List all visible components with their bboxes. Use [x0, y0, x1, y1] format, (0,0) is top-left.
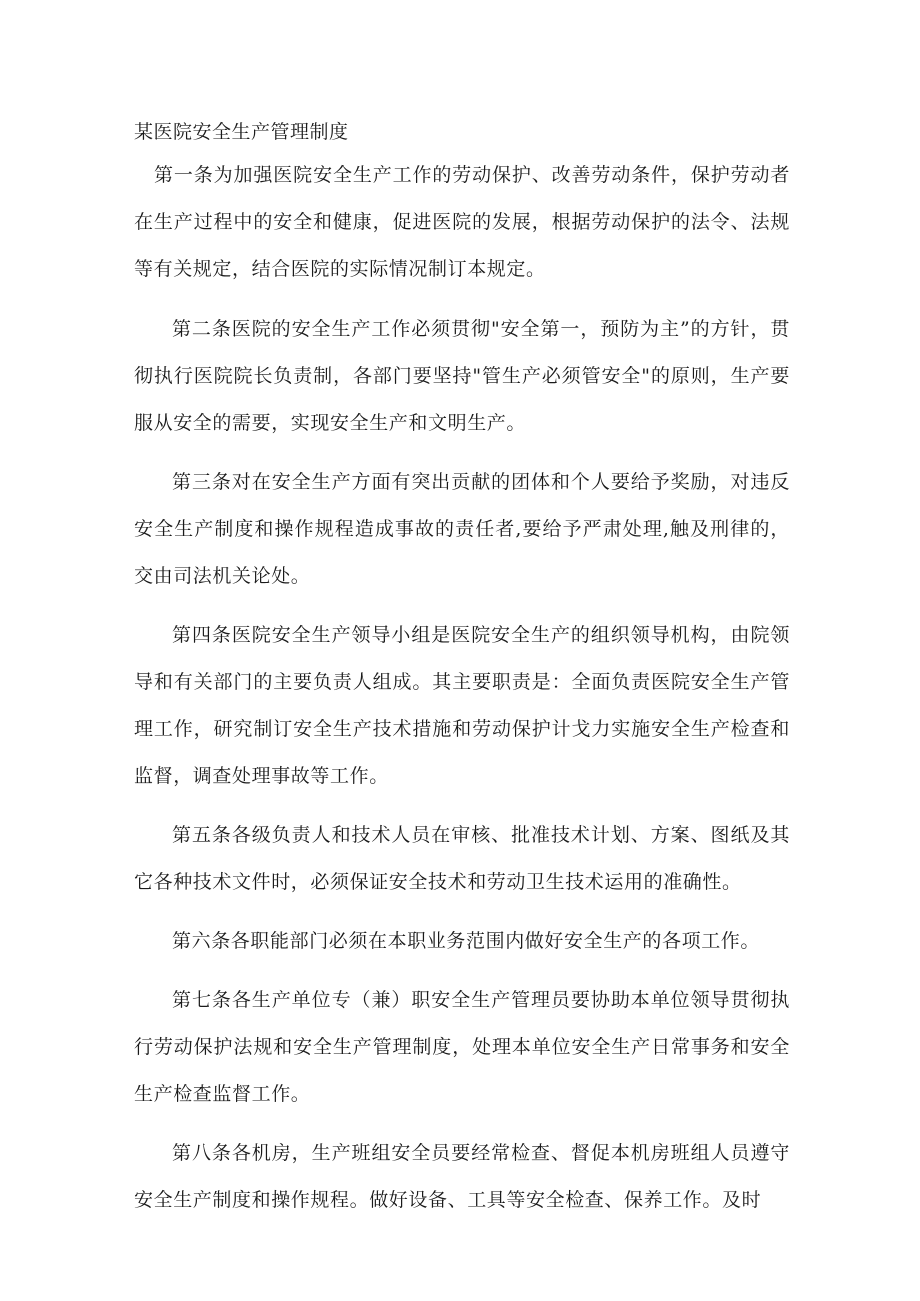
- article-5: 第五条各级负责人和技术人员在审核、批准技术计划、方案、图纸及其它各种技术文件时，必须保证安全技术和劳动卫生技术运用的准确性。: [134, 824, 790, 893]
- article-1: 第一条为加强医院安全生产工作的劳动保护、改善劳动条件，保护劳动者在生产过程中的安全和健康，促进医院的发展，根据劳动保护的法令、法规等有关规定，结合医院的实际情况制订本规定。: [134, 164, 790, 280]
- article-8: 第八条各机房，生产班组安全员要经常检查、督促本机房班组人员遵守安全生产制度和操作规程。做好设备、工具等安全检查、保养工作。及时: [134, 1142, 790, 1211]
- article-3: 第三条对在安全生产方面有突出贡献的团体和个人要给予奖励，对违反安全生产制度和操作规程造成事故的责任者,要给予严肃处理,触及刑律的，交由司法机关论处。: [134, 471, 790, 587]
- article-6: 第六条各职能部门必须在本职业务范围内做好安全生产的各项工作。: [172, 930, 761, 952]
- document-title: 某医院安全生产管理制度: [134, 121, 349, 143]
- document-body: [134, 118, 790, 1236]
- article-4: 第四条医院安全生产领导小组是医院安全生产的组织领导机构，由院领导和有关部门的主要负责人组成。其主要职责是：全面负责医院安全生产管理工作，研究制订安全生产技术措施和劳动保护计戈力实施安全生产检查和监督，调查处理事故等工作。: [134, 624, 790, 787]
- article-2: 第二条医院的安全生产工作必须贯彻"安全第一，预防为主”的方针，贯彻执行医院院长负责制，各部门要坚持"管生产必须管安全"的原则，生产要服从安全的需要，实现安全生产和文明生产。: [134, 318, 790, 434]
- article-7: 第七条各生产单位专（兼）职安全生产管理员要协助本单位领导贯彻执行劳动保护法规和安全生产管理制度，处理本单位安全生产日常事务和安全生产检查监督工作。: [134, 989, 790, 1105]
